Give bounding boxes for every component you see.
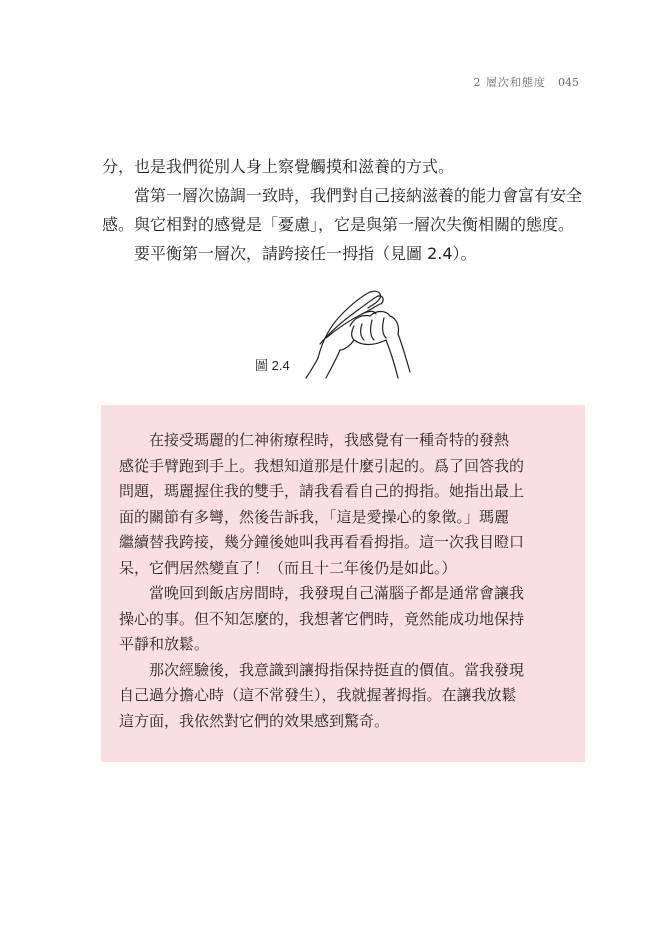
anecdote-line: 操心的事。但不知怎麼的，我想著它們時，竟然能成功地保持 — [119, 609, 525, 628]
anecdote-line: 在接受瑪麗的仁神術療程時，我感覺有一種奇特的發熱 — [149, 431, 510, 449]
chapter-title: 2 層次和態度 — [473, 76, 546, 89]
anecdote-box — [101, 405, 585, 762]
anecdote-line: 感從手臂跑到手上。我想知道那是什麼引起的。爲了回答我的 — [119, 456, 525, 475]
page-number: 045 — [558, 76, 579, 89]
anecdote-line: 平靜和放鬆。 — [119, 635, 210, 653]
anecdote-line: 問題，瑪麗握住我的雙手，請我看看自己的拇指。她指出最上 — [119, 482, 525, 500]
figure-caption: 圖 2.4 — [255, 358, 290, 373]
anecdote-text — [119, 428, 524, 734]
anecdote-line: 呆，它們居然變直了！（而且十二年後仍是如此。） — [119, 558, 457, 577]
body-line-text: 要平衡第一層次，請跨接任一拇指（見圖 2.4）。 — [134, 244, 477, 263]
body-line-text: 當第一層次協調一致時，我們對自己接納滋養的能力會富有安全 — [134, 186, 583, 205]
anecdote-line: 當晚回到飯店房間時，我發現自己滿腦子都是通常會讓我 — [149, 584, 525, 602]
anecdote-line: 繼續替我跨接，幾分鐘後她叫我再看看拇指。這一次我目瞪口 — [119, 533, 525, 551]
anecdote-line: 這方面，我依然對它們的效果感到驚奇。 — [119, 711, 390, 730]
running-header — [474, 74, 580, 90]
body-line: 分，也是我們從別人身上察覺觸摸和滋養的方式。 — [102, 157, 455, 176]
anecdote-line: 那次經驗後，我意識到讓拇指保持挺直的價值。當我發現 — [149, 660, 525, 679]
anecdote-line: 自己過分擔心時（這不常發生），我就握著拇指。在讓我放鬆 — [119, 686, 517, 704]
body-line — [102, 181, 586, 210]
anecdote-line: 面的關節有多彎，然後告訴我，「這是愛操心的象徵。」瑪麗 — [119, 507, 510, 526]
body-line — [102, 239, 586, 268]
body-line: 感。與它相對的感覺是「憂慮」，它是與第一層次失衡相關的態度。 — [102, 215, 575, 234]
